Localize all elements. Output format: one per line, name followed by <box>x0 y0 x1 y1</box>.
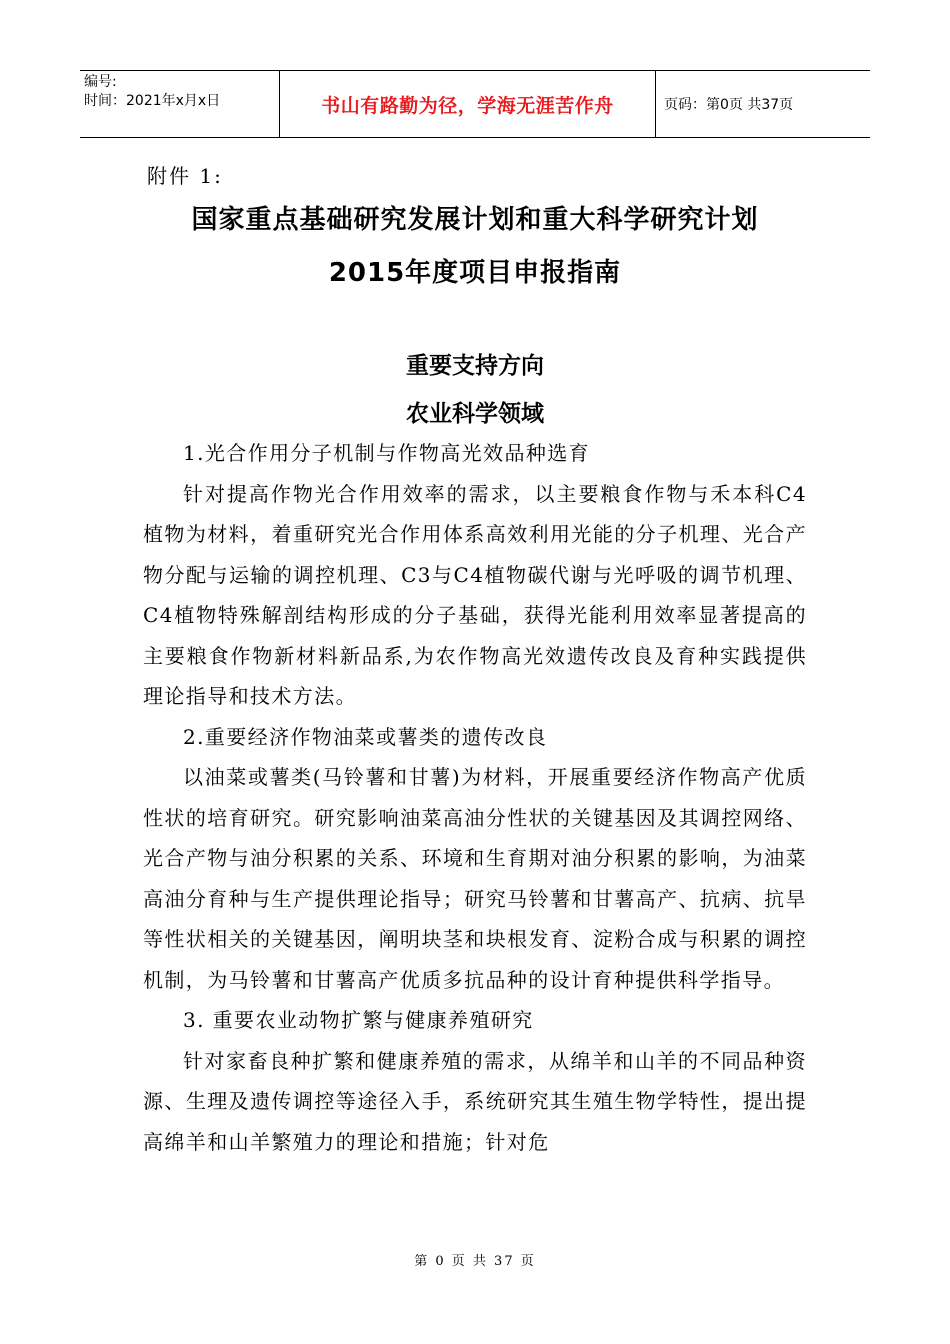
section-heading: 重要支持方向 <box>406 353 544 379</box>
item-paragraph-3: 针对家畜良种扩繁和健康养殖的需求，从绵羊和山羊的不同品种资源、生理及遗传调控等途径入手，系统研究其生殖生物学特性，提出提高绵羊和山羊繁殖力的理论和措施；针对危 <box>143 1048 807 1154</box>
page-footer: 第 0 页 共 37 页 <box>414 1254 536 1269</box>
header-meta <box>80 71 280 137</box>
number-label: 编号: <box>84 74 117 90</box>
item-heading-3: 3. 重要农业动物扩繁与健康养殖研究 <box>183 1008 534 1032</box>
header-motto: 书山有路勤为径，学海无涯苦作舟 <box>280 71 656 137</box>
document-title-line1: 国家重点基础研究发展计划和重大科学研究计划 <box>191 205 759 235</box>
item-paragraph-2: 以油菜或薯类(马铃薯和甘薯)为材料，开展重要经济作物高产优质性状的培育研究。研究影响油菜高油分性状的关键基因及其调控网络、光合产物与油分积累的关系、环境和生育期对油分积累的影响，为油菜高油分育种与生产提供理论指导；研究马铃薯和甘薯高产、抗病、抗旱等性状相关的关键基因，阐明块茎和块根发育、淀粉合成与积累的调控机制，为马铃薯和甘薯高产优质多抗品种的设计育种提供科学指导。 <box>143 765 807 992</box>
time-label: 时间：2021年x月x日 <box>84 93 221 109</box>
field-heading: 农业科学领域 <box>406 401 544 427</box>
page-header <box>80 70 870 138</box>
document-title-line2: 2015年度项目申报指南 <box>328 258 622 288</box>
attachment-label: 附件 1: <box>147 164 223 188</box>
header-page-info: 页码：第0页 共37页 <box>664 97 794 113</box>
item-paragraph-1: 针对提高作物光合作用效率的需求，以主要粮食作物与禾本科C4植物为材料，着重研究光合作用体系高效利用光能的分子机理、光合产物分配与运输的调控机理、C3与C4植物碳代谢与光呼吸的调节机理、C4植物特殊解剖结构形成的分子基础，获得光能利用效率显著提高的主要粮食作物新材料新品系,为农作物高光效遗传改良及育种实践提供理论指导和技术方法。 <box>143 481 807 708</box>
item-heading-2: 2.重要经济作物油菜或薯类的遗传改良 <box>183 724 548 749</box>
item-heading-1: 1.光合作用分子机制与作物高光效品种选育 <box>183 441 591 465</box>
document-body <box>143 433 807 1162</box>
